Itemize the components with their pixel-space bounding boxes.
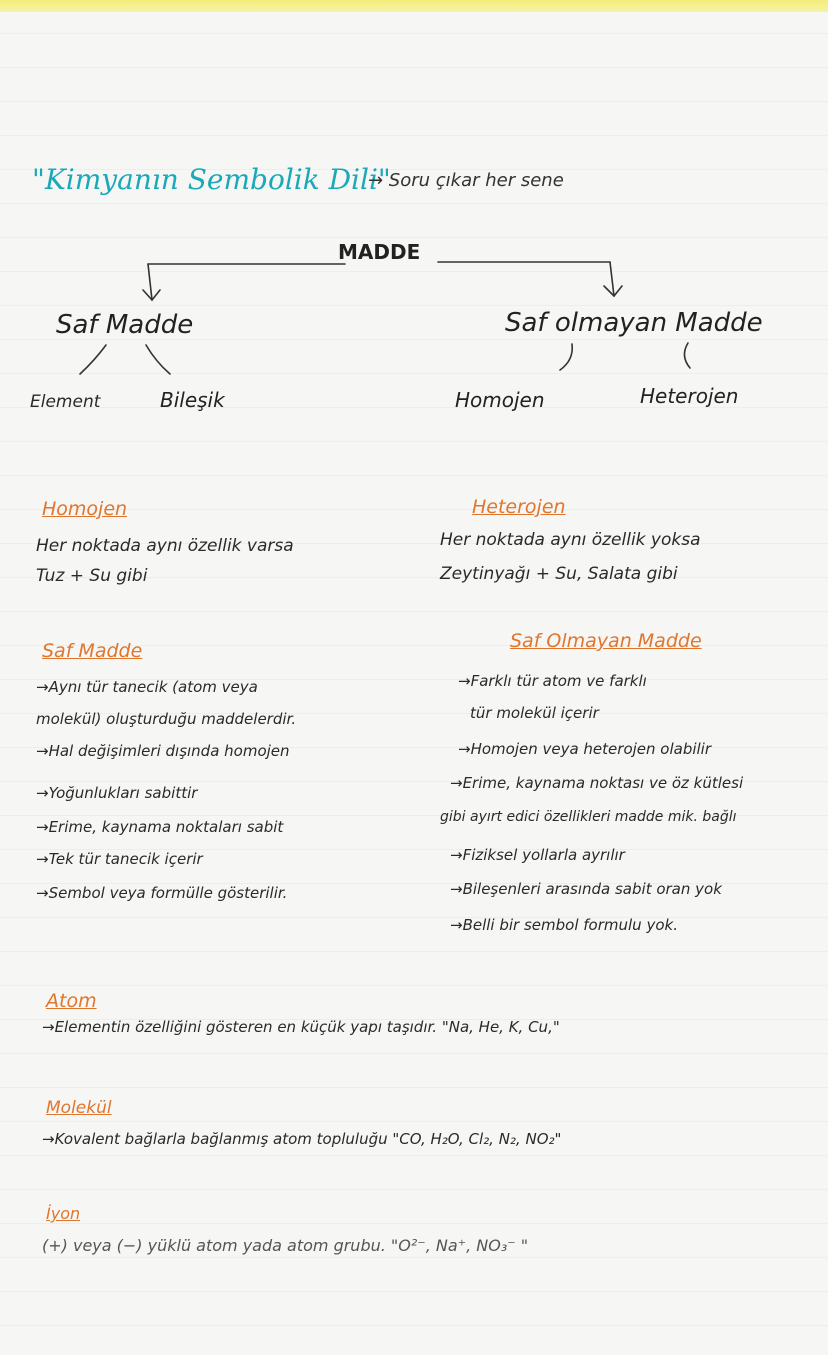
molekul-heading: Molekül [46,1098,112,1118]
heterojen-line-2: Zeytinyağı + Su, Salata gibi [440,564,678,584]
tree-root: MADDE [338,240,421,264]
tree-saf-madde: Saf Madde [56,310,194,340]
saf-madde-line-7: →Sembol veya formülle gösterilir. [36,884,288,902]
saf-olmayan-line-7: →Bileşenleri arasında sabit oran yok [450,880,722,898]
saf-madde-line-3: →Hal değişimleri dışında homojen [36,742,290,760]
saf-madde-heading: Saf Madde [42,640,143,662]
tree-bilesik: Bileşik [160,388,225,412]
saf-madde-line-2: molekül) oluşturduğu maddelerdir. [36,710,297,728]
tree-element: Element [30,392,101,412]
saf-olmayan-line-5: gibi ayırt edici özellikleri madde mik. bağlı [440,809,737,825]
saf-olmayan-line-1: →Farklı tür atom ve farklı [458,672,647,690]
saf-olmayan-line-3: →Homojen veya heterojen olabilir [458,740,712,758]
heterojen-line-1: Her noktada aynı özellik yoksa [440,530,701,550]
saf-olmayan-heading: Saf Olmayan Madde [510,630,702,652]
saf-madde-line-1: →Aynı tür tanecik (atom veya [36,678,258,696]
saf-madde-line-6: →Tek tür tanecik içerir [36,850,203,868]
page-title: "Kimyanın Sembolik Dili" [32,163,391,196]
molekul-line: →Kovalent bağlarla bağlanmış atom topluluğu "CO, H₂O, Cl₂, N₂, NO₂" [42,1130,562,1148]
title-note: → Soru çıkar her sene [368,170,564,191]
atom-line: →Elementin özelliğini gösteren en küçük yapı taşıdır. "Na, He, K, Cu," [42,1018,560,1036]
tree-homojen: Homojen [455,388,545,412]
saf-madde-line-4: →Yoğunlukları sabittir [36,784,198,802]
iyon-heading: İyon [46,1204,81,1223]
tree-heterojen: Heterojen [640,384,739,408]
heterojen-heading: Heterojen [472,496,566,518]
saf-olmayan-line-6: →Fiziksel yollarla ayrılır [450,846,625,864]
homojen-line-1: Her noktada aynı özellik varsa [36,536,294,556]
tree-saf-olmayan-madde: Saf olmayan Madde [505,308,763,338]
saf-olmayan-line-8: →Belli bir sembol formulu yok. [450,916,678,934]
madde-tree-lines [0,0,828,420]
atom-heading: Atom [46,990,97,1012]
iyon-line: (+) veya (−) yüklü atom yada atom grubu. "O²⁻, Na⁺, NO₃⁻ " [42,1236,529,1255]
homojen-heading: Homojen [42,498,128,520]
saf-madde-line-5: →Erime, kaynama noktaları sabit [36,818,284,836]
homojen-line-2: Tuz + Su gibi [36,566,148,586]
saf-olmayan-line-2: tür molekül içerir [470,704,599,722]
saf-olmayan-line-4: →Erime, kaynama noktası ve öz kütlesi [450,774,744,792]
